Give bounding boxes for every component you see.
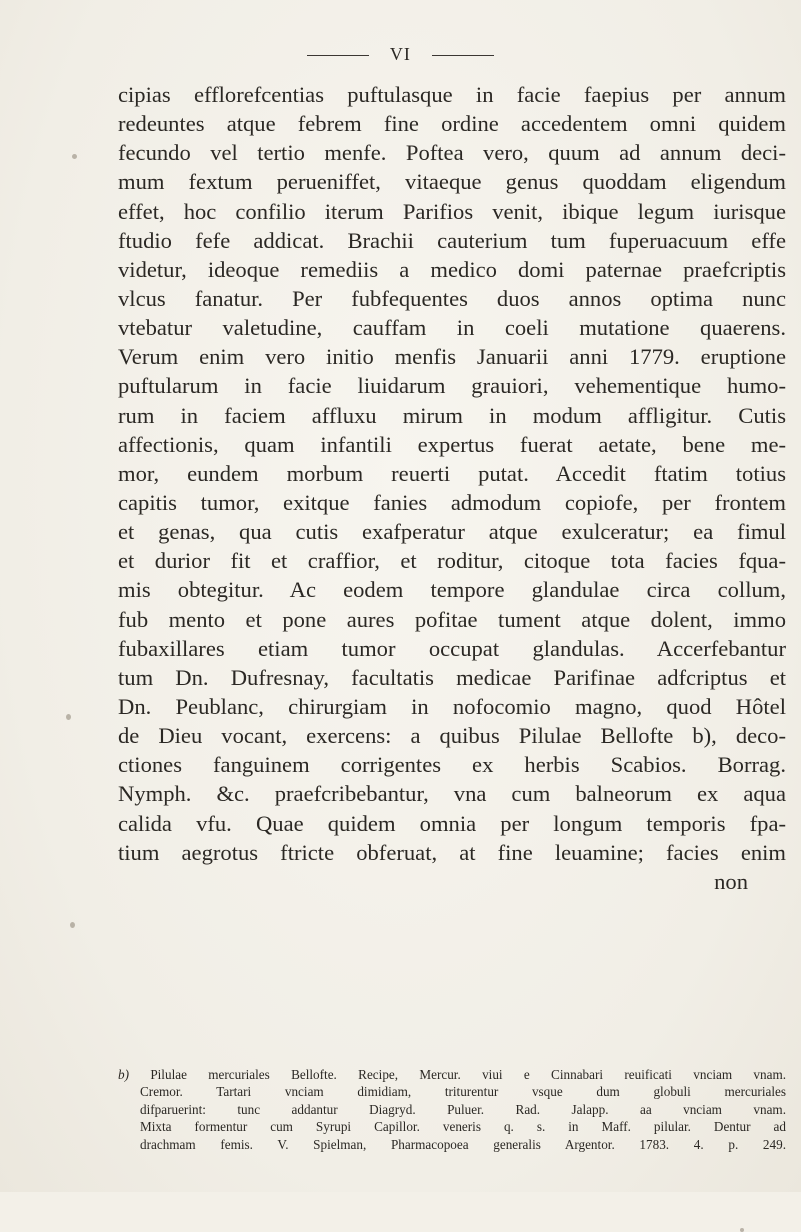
text-line: videtur, ideoque remediis a medico domi paternae praefcriptis xyxy=(118,256,786,282)
text-line: fecundo vel tertio menfe. Poftea vero, quum ad annum deci- xyxy=(118,140,786,166)
text-line: tium aegrotus ftricte obferuat, at fine leuamine; facies enim xyxy=(118,839,786,865)
paper-spot xyxy=(72,154,77,159)
paper-spot xyxy=(740,1228,744,1232)
text-line: vlcus fanatur. Per fubfequentes duos annos optima nunc xyxy=(118,285,786,311)
page-header xyxy=(0,44,801,65)
text-line: puftularum in facie liuidarum grauiori, vehementique humo- xyxy=(118,373,786,399)
text-line: ctiones fanguinem corrigentes ex herbis Scabios. Borrag. xyxy=(118,752,786,778)
text-line: fubaxillares etiam tumor occupat glandulas. Accerfebantur xyxy=(118,635,786,661)
text-line: de Dieu vocant, exercens: a quibus Pilulae Bellofte b), deco- xyxy=(118,723,786,749)
footnote-first-text: Pilulae mercuriales Bellofte. Recipe, Mercur. viui e Cinnabari reuificati vnciam vnam. xyxy=(150,1067,786,1082)
page-number: VI xyxy=(389,44,411,64)
text-line: mor, eundem morbum reuerti putat. Accedit ftatim totius xyxy=(118,460,786,486)
text-line: effet, hoc confilio iterum Parifios venit, ibique legum iurisque xyxy=(118,198,786,224)
catchword: non xyxy=(714,868,748,894)
text-line: redeuntes atque febrem fine ordine accedentem omni quidem xyxy=(118,111,786,137)
header-rule-right xyxy=(432,55,494,56)
text-line: et genas, qua cutis exafperatur atque exulceratur; ea fimul xyxy=(118,519,786,545)
text-line: Verum enim vero initio menfis Januarii anni 1779. eruptione xyxy=(118,344,786,370)
header-rule-left xyxy=(307,55,369,56)
paper-spot xyxy=(70,922,75,928)
footnote-line: Cremor. Tartari vnciam dimidiam, triturentur vsque dum globuli mercuriales xyxy=(140,1084,786,1100)
footnote-line: drachmam femis. V. Spielman, Pharmacopoea generalis Argentor. 1783. 4. p. 249. xyxy=(140,1136,786,1152)
text-line: ftudio fefe addicat. Brachii cauterium tum fuperuacuum effe xyxy=(118,227,786,253)
text-line: mum fextum perueniffet, vitaeque genus quoddam eligendum xyxy=(118,169,786,195)
text-line: vtebatur valetudine, cauffam in coeli mutatione quaerens. xyxy=(118,315,786,341)
footnote-mark: b) xyxy=(118,1067,129,1082)
text-line: mis obtegitur. Ac eodem tempore glandulae circa collum, xyxy=(118,577,786,603)
text-line: Dn. Peublanc, chirurgiam in nofocomio magno, quod Hôtel xyxy=(118,693,786,719)
footnote xyxy=(118,1066,786,1153)
text-line: cipias efflorefcentias puftulasque in facie faepius per annum xyxy=(118,82,786,107)
body-text xyxy=(118,80,786,896)
text-line: calida vfu. Quae quidem omnia per longum temporis fpa- xyxy=(118,810,786,836)
text-line: affectionis, quam infantili expertus fuerat aetate, bene me- xyxy=(118,431,786,457)
text-line: tum Dn. Dufresnay, facultatis medicae Parifinae adfcriptus et xyxy=(118,664,786,690)
text-line: et durior fit et craffior, et roditur, citoque tota facies fqua- xyxy=(118,548,786,574)
text-line: fub mento et pone aures pofitae tument atque dolent, immo xyxy=(118,606,786,632)
footnote-first-line xyxy=(118,1066,786,1083)
text-line: capitis tumor, exitque fanies admodum copiofe, per frontem xyxy=(118,489,786,515)
text-line: rum in faciem affluxu mirum in modum affligitur. Cutis xyxy=(118,402,786,428)
footnote-line: difparuerint: tunc addantur Diagryd. Puluer. Rad. Jalapp. aa vnciam vnam. xyxy=(140,1101,786,1117)
paper-spot xyxy=(66,714,71,720)
text-line: Nymph. &c. praefcribebantur, vna cum balneorum ex aqua xyxy=(118,781,786,807)
footnote-line: Mixta formentur cum Syrupi Capillor. veneris q. s. in Maff. pilular. Dentur ad xyxy=(140,1119,786,1135)
